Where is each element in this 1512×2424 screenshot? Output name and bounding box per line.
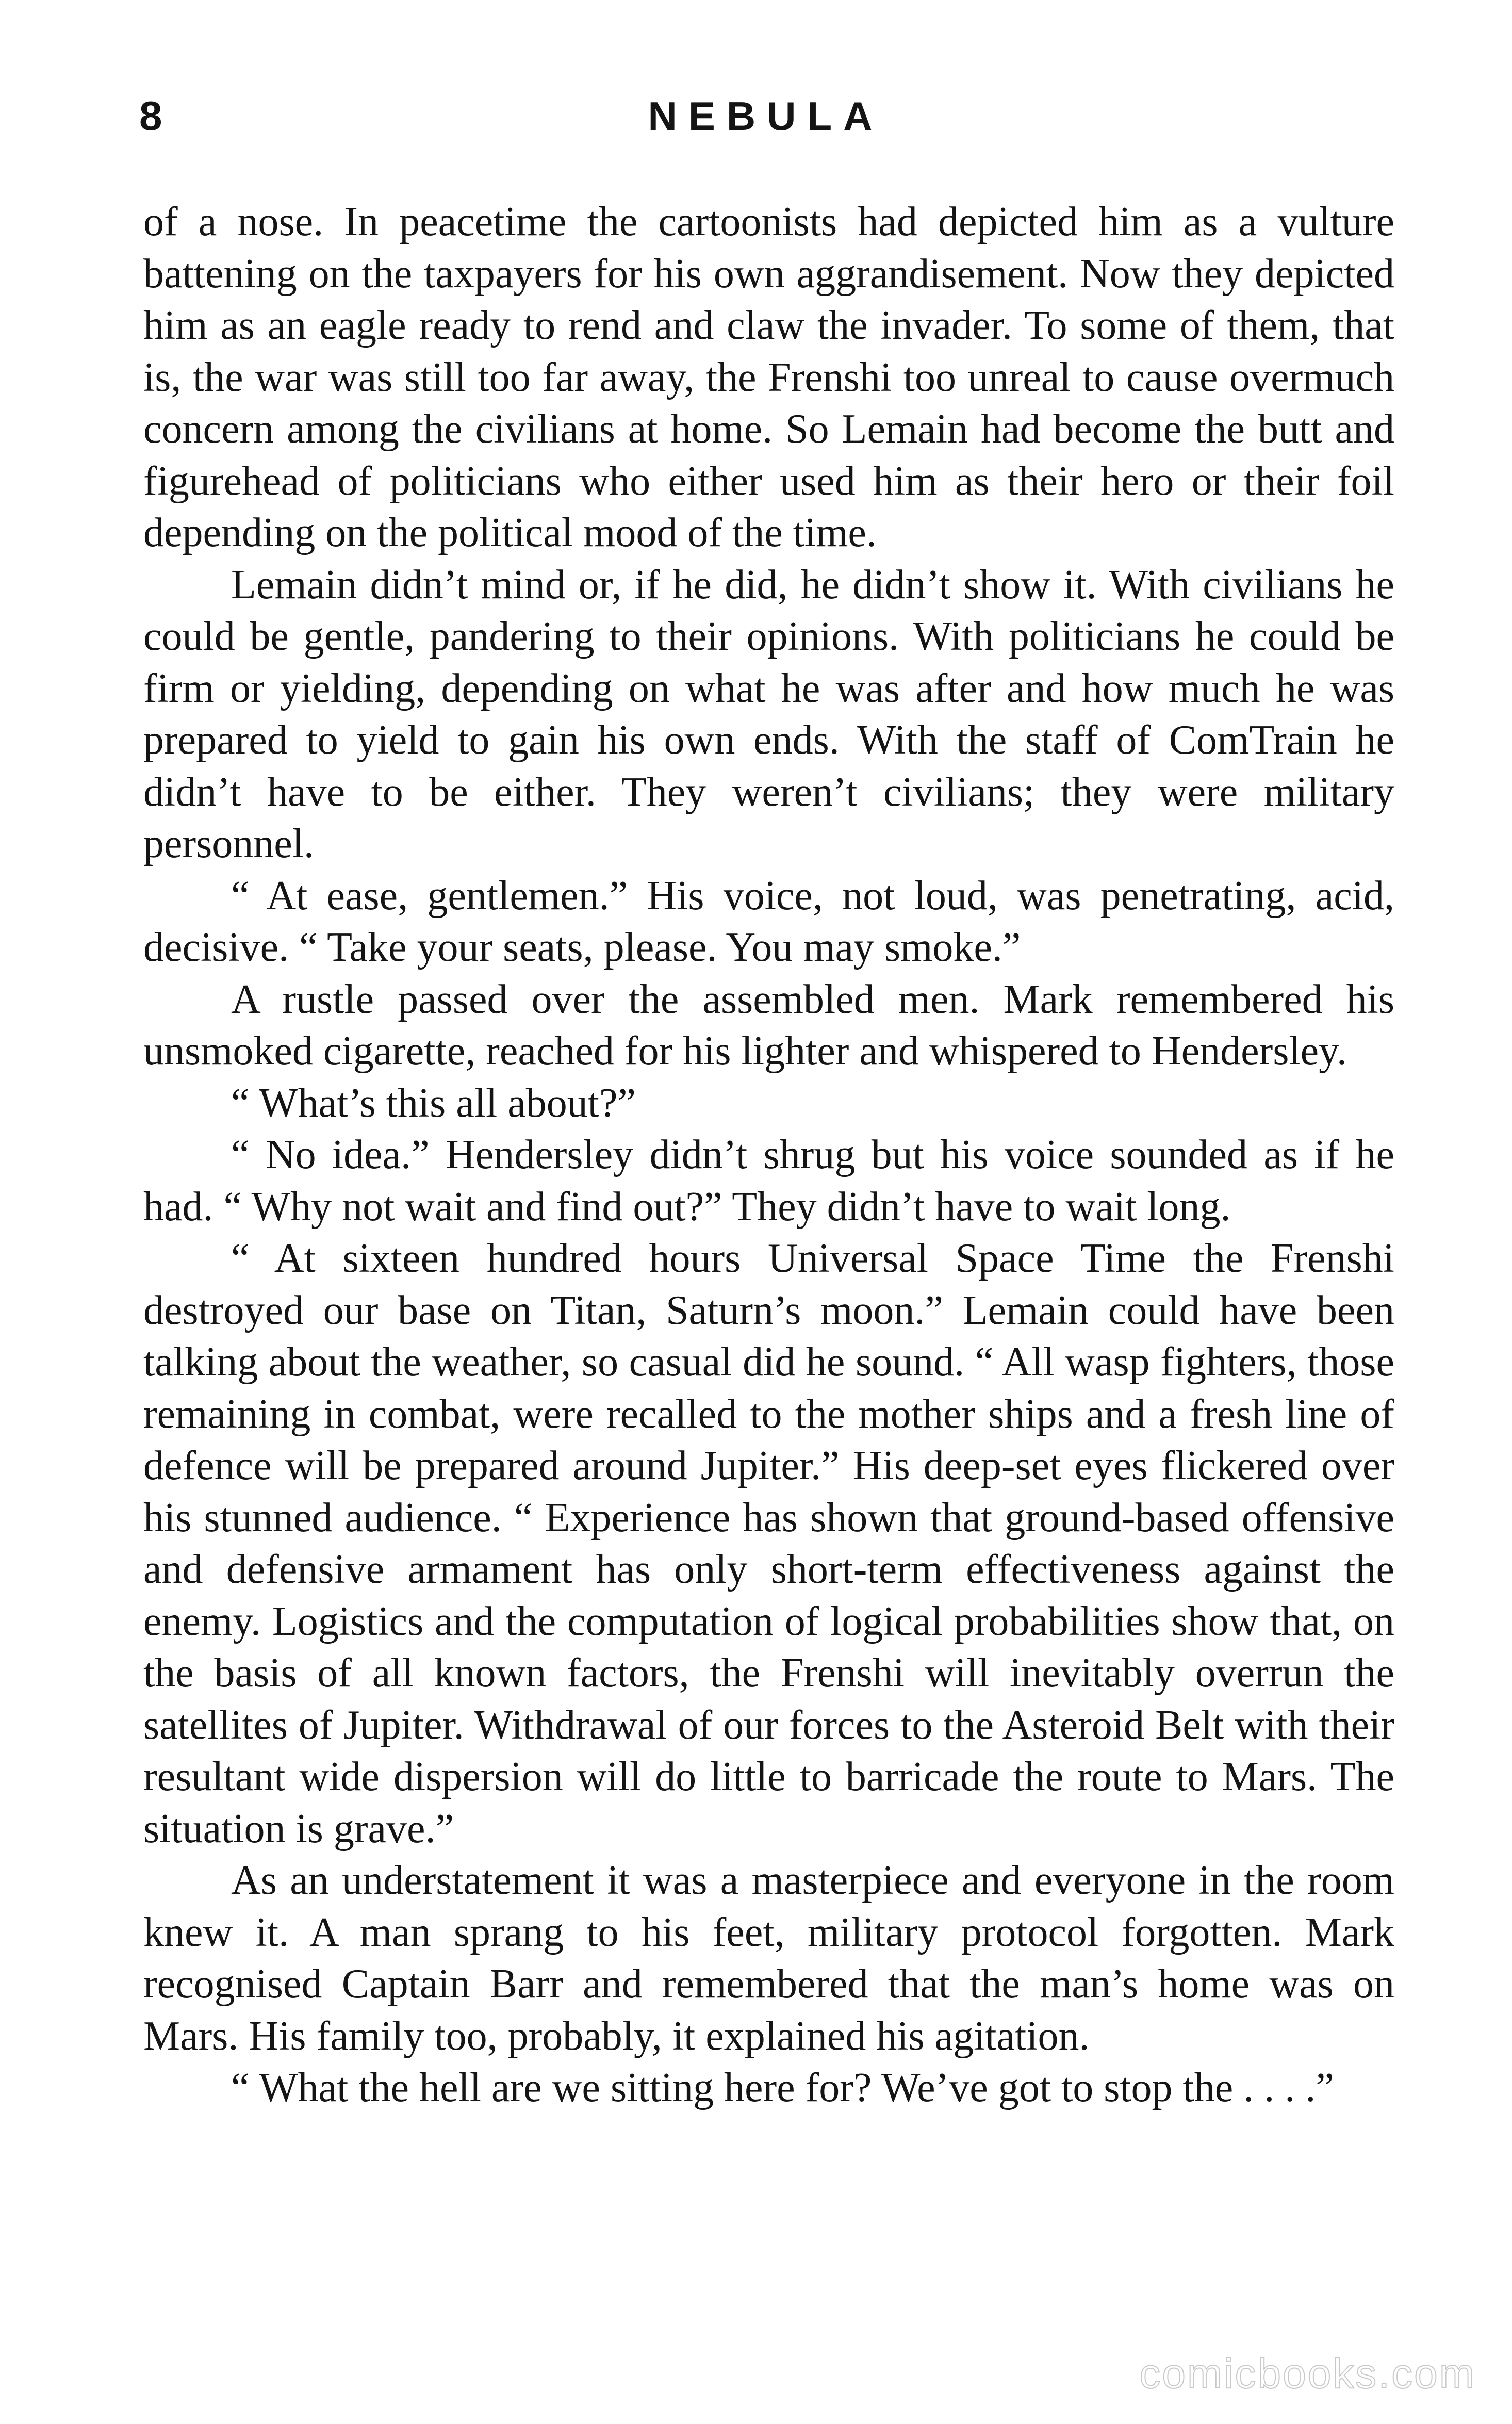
paragraph-4: A rustle passed over the assembled men. Mark remembered his unsmoked cigarette, reached for his lighter and whispered to Hendersley.: [143, 976, 1394, 1074]
paragraph-6: “ No idea.” Hendersley didn’t shrug but his voice sounded as if he had. “ Why not wait and find out?” They didn’t have to wait long.: [143, 1132, 1394, 1230]
paragraph-9: “ What the hell are we sitting here for? We’ve got to stop the . . . .”: [231, 2065, 1334, 2110]
paragraph-8: As an understatement it was a masterpiece and everyone in the room knew it. A man sprang to his feet, military protocol forgotten. Mark recognised Captain Barr and remembered that the man’s home was on Mars. His family too, probably, it explained his agitation.: [143, 1858, 1394, 2059]
running-title: NEBULA: [648, 93, 884, 139]
paragraph-3: “ At ease, gentlemen.” His voice, not loud, was penetrating, acid, decisive. “ Take your seats, please. You may smoke.”: [143, 873, 1394, 970]
page-number: 8: [139, 93, 162, 139]
paragraph-7: “ At sixteen hundred hours Universal Space Time the Frenshi destroyed our base on Titan, Saturn’s moon.” Lemain could have been talking about the weather, so casual did he sound. “ All wasp fighters, those remaining in combat, were recalled to the mother ships and a fresh line of defence will be prepared around Jupiter.” His deep-set eyes flickered over his stunned audience. “ Experience has shown that ground-based offensive and defensive armament has only short-term effectiveness against the enemy. Logistics and the computation of logical probabilities show that, on the basis of all known factors, the Frenshi will inevitably overrun the satellites of Jupiter. Withdrawal of our forces to the Asteroid Belt with their resultant wide dispersion will do little to barricade the route to Mars. The situation is grave.”: [143, 1236, 1394, 1852]
page-header: [139, 88, 1392, 160]
watermark: comicbooks.com: [1139, 2350, 1476, 2397]
body-text: [143, 196, 1394, 2114]
paragraph-1: of a nose. In peacetime the cartoonists had depicted him as a vulture battening on the taxpayers for his own aggrandisement. Now they depicted him as an eagle ready to rend and claw the invader. To some of them, that is, the war was still too far away, the Frenshi too unreal to cause overmuch concern among the civilians at home. So Lemain had become the butt and figurehead of politicians who either used him as their hero or their foil depending on the political mood of the time.: [143, 199, 1394, 555]
paragraph-2: Lemain didn’t mind or, if he did, he didn’t show it. With civilians he could be gentle, pandering to their opinions. With politicians he could be firm or yielding, depending on what he was after and how much he was prepared to yield to gain his own ends. With the staff of ComTrain he didn’t have to be either. They weren’t civilians; they were military personnel.: [143, 562, 1394, 866]
paragraph-5: “ What’s this all about?”: [231, 1080, 636, 1126]
